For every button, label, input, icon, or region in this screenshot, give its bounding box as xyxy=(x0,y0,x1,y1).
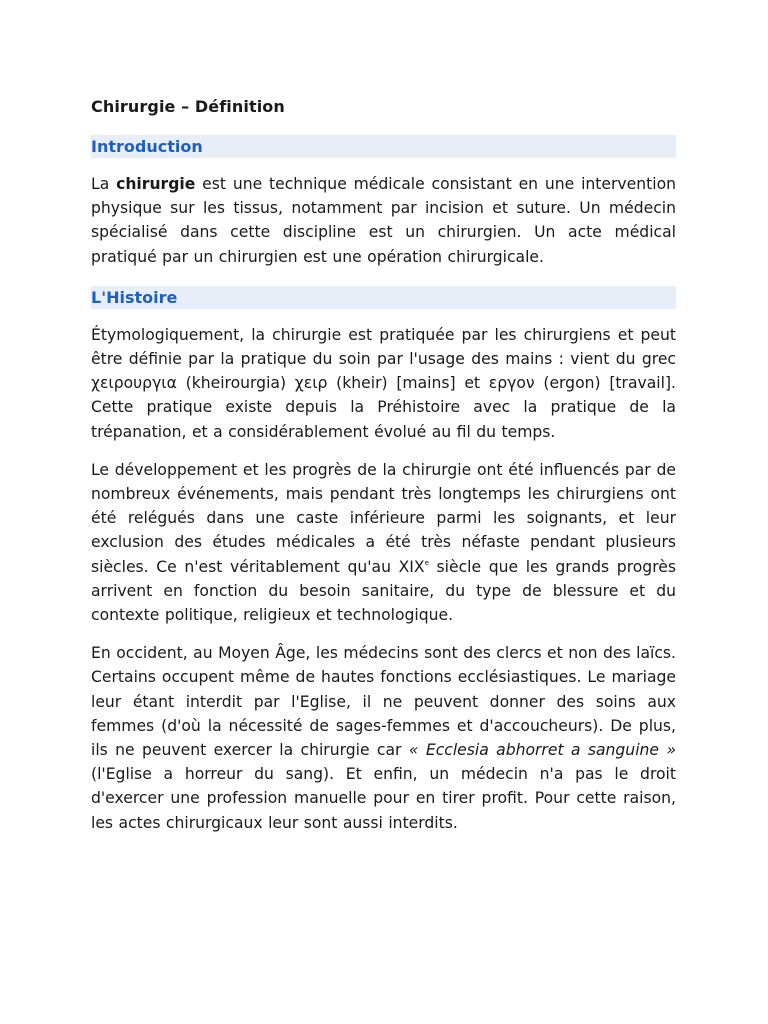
paragraph-moyen-age xyxy=(91,641,676,835)
section-heading-introduction: Introduction xyxy=(91,135,676,158)
section-introduction xyxy=(91,135,676,269)
paragraph-text-before: En occident, au Moyen Âge, les médecins sont des clercs et non des laïcs. Certains occupent même de hautes fonctions ecclésiastiques. Le mariage leur étant interdit par l'Eglise, il ne peuvent donner des soins aux femmes (d'où la nécessité de sages-femmes et d'accoucheurs). De plus, ils ne peuvent exercer la chirurgie car xyxy=(91,644,676,760)
document-page xyxy=(91,96,676,835)
paragraph-rest: est une technique médicale consistant en une intervention physique sur les tissus, notamment par incision et suture. Un médecin spécialisé dans cette discipline est un chirurgien. Un acte médical pratiqué par un chirurgien est une opération chirurgicale. xyxy=(91,175,676,266)
paragraph-developpement xyxy=(91,458,676,627)
paragraph-introduction xyxy=(91,172,676,269)
paragraph-text-after: (l'Eglise a horreur du sang). Et enfin, un médecin n'a pas le droit d'exercer une profession manuelle pour en tirer profit. Pour cette raison, les actes chirurgicaux leur sont aussi interdits. xyxy=(91,765,676,832)
section-heading-histoire: L'Histoire xyxy=(91,286,676,309)
term-chirurgie: chirurgie xyxy=(116,175,196,193)
paragraph-text-before: Le développement et les progrès de la chirurgie ont été influencés par de nombreux événements, mais pendant très longtemps les chirurgiens ont été relégués dans une caste inférieure parmi les soignants, et leur exclusion des études médicales a été très néfaste pendant plusieurs siècles. Ce n'est véritablement qu'au XIX xyxy=(91,460,676,576)
document-title: Chirurgie – Définition xyxy=(91,97,285,116)
paragraph-text-after: siècle que les grands progrès arrivent en fonction du besoin sanitaire, du type de blessure et du contexte politique, religieux et technologique. xyxy=(91,557,676,625)
paragraph-lead: La xyxy=(91,175,117,193)
paragraph-etymologie: Étymologiquement, la chirurgie est pratiquée par les chirurgiens et peut être définie par la pratique du soin par l'usage des mains : vient du grec χειρουργια (kheirourgia) χειρ (kheir) [mains] et εργον (ergon) [travail]. Cette pratique existe depuis la Préhistoire avec la pratique de la trépanation, et a considérablement évolué au fil du temps. xyxy=(91,325,676,441)
section-histoire xyxy=(91,286,676,835)
superscript-e: e xyxy=(424,558,429,567)
latin-quote: « Ecclesia abhorret a sanguine » xyxy=(408,741,676,760)
